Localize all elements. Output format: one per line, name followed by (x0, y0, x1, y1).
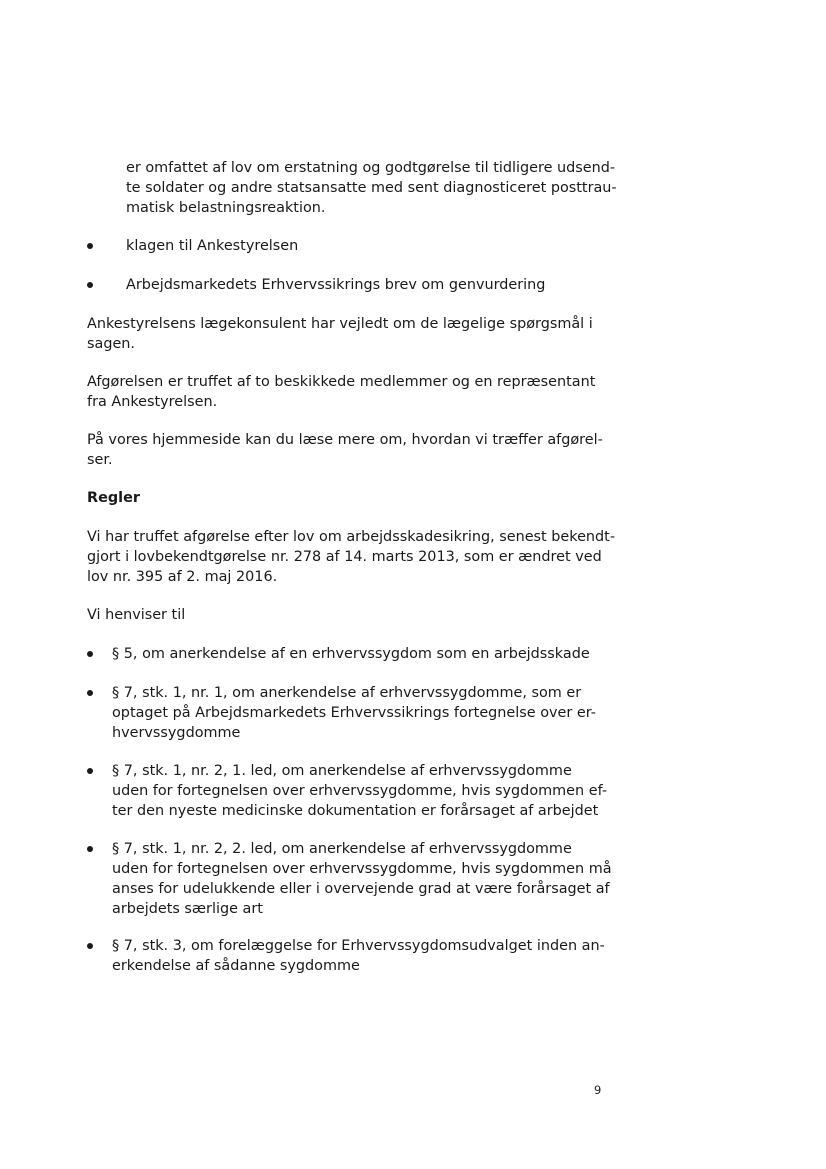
page-number: 9 (594, 1083, 602, 1097)
text-line: klagen til Ankestyrelsen (126, 238, 299, 254)
text-line: hvervssygdomme (112, 725, 241, 741)
text-line: fra Ankestyrelsen. (87, 394, 218, 410)
text-line: § 7, stk. 1, nr. 1, om anerkendelse af erhvervssygdomme, som er (112, 685, 582, 701)
list-item (126, 236, 298, 256)
bullet-icon (87, 282, 93, 288)
text-line: Vi har truffet afgørelse efter lov om arbejdsskadesikring, senest bekendt- (87, 529, 616, 545)
text-line: På vores hjemmeside kan du læse mere om, hvordan vi træffer afgørel- (87, 432, 603, 448)
text-line: Afgørelsen er truffet af to beskikkede medlemmer og en repræsentant (87, 374, 596, 390)
text-line: ser. (87, 452, 113, 468)
text-line: gjort i lovbekendtgørelse nr. 278 af 14. marts 2013, som er ændret ved (87, 549, 602, 565)
list-item (112, 936, 605, 976)
list-item (112, 839, 612, 919)
bullet-icon (87, 243, 93, 249)
text-line: lov nr. 395 af 2. maj 2016. (87, 569, 278, 585)
list-item (112, 644, 590, 664)
text-line: uden for fortegnelsen over erhvervssygdomme, hvis sygdommen må (112, 861, 612, 877)
continuation-text (126, 158, 617, 218)
text-line: optaget på Arbejdsmarkedets Erhvervssikrings fortegnelse over er- (112, 705, 596, 721)
text-line: Vi henviser til (87, 607, 186, 623)
text-line: § 7, stk. 1, nr. 2, 1. led, om anerkendelse af erhvervssygdomme (112, 763, 572, 779)
text-line: arbejdets særlige art (112, 901, 263, 917)
paragraph (87, 430, 603, 470)
paragraph (87, 605, 185, 625)
section-heading: Regler (87, 490, 140, 506)
list-item (112, 761, 607, 821)
text-line: anses for udelukkende eller i overvejende grad at være forårsaget af (112, 881, 610, 897)
text-line: § 7, stk. 1, nr. 2, 2. led, om anerkendelse af erhvervssygdomme (112, 841, 572, 857)
list-item (112, 683, 596, 743)
text-line: ter den nyeste medicinske dokumentation er forårsaget af arbejdet (112, 803, 599, 819)
bullet-icon (87, 768, 93, 774)
text-line: matisk belastningsreaktion. (126, 200, 326, 216)
text-line: te soldater og andre statsansatte med sent diagnosticeret posttrau- (126, 180, 617, 196)
bullet-icon (87, 690, 93, 696)
text-line: § 7, stk. 3, om forelæggelse for Erhvervssygdomsudvalget inden an- (112, 938, 605, 954)
bullet-icon (87, 651, 93, 657)
bullet-icon (87, 943, 93, 949)
text-line: uden for fortegnelsen over erhvervssygdomme, hvis sygdommen ef- (112, 783, 608, 799)
bullet-icon (87, 846, 93, 852)
paragraph (87, 527, 615, 587)
text-line: er omfattet af lov om erstatning og godtgørelse til tidligere udsend- (126, 160, 616, 176)
list-item (126, 275, 545, 295)
paragraph (87, 372, 595, 412)
text-line: Arbejdsmarkedets Erhvervssikrings brev om genvurdering (126, 277, 546, 293)
text-line: § 5, om anerkendelse af en erhvervssygdom som en arbejdsskade (112, 646, 590, 662)
text-line: erkendelse af sådanne sygdomme (112, 958, 360, 974)
text-line: Ankestyrelsens lægekonsulent har vejledt om de lægelige spørgsmål i (87, 316, 593, 332)
text-line: sagen. (87, 336, 135, 352)
paragraph (87, 314, 593, 354)
